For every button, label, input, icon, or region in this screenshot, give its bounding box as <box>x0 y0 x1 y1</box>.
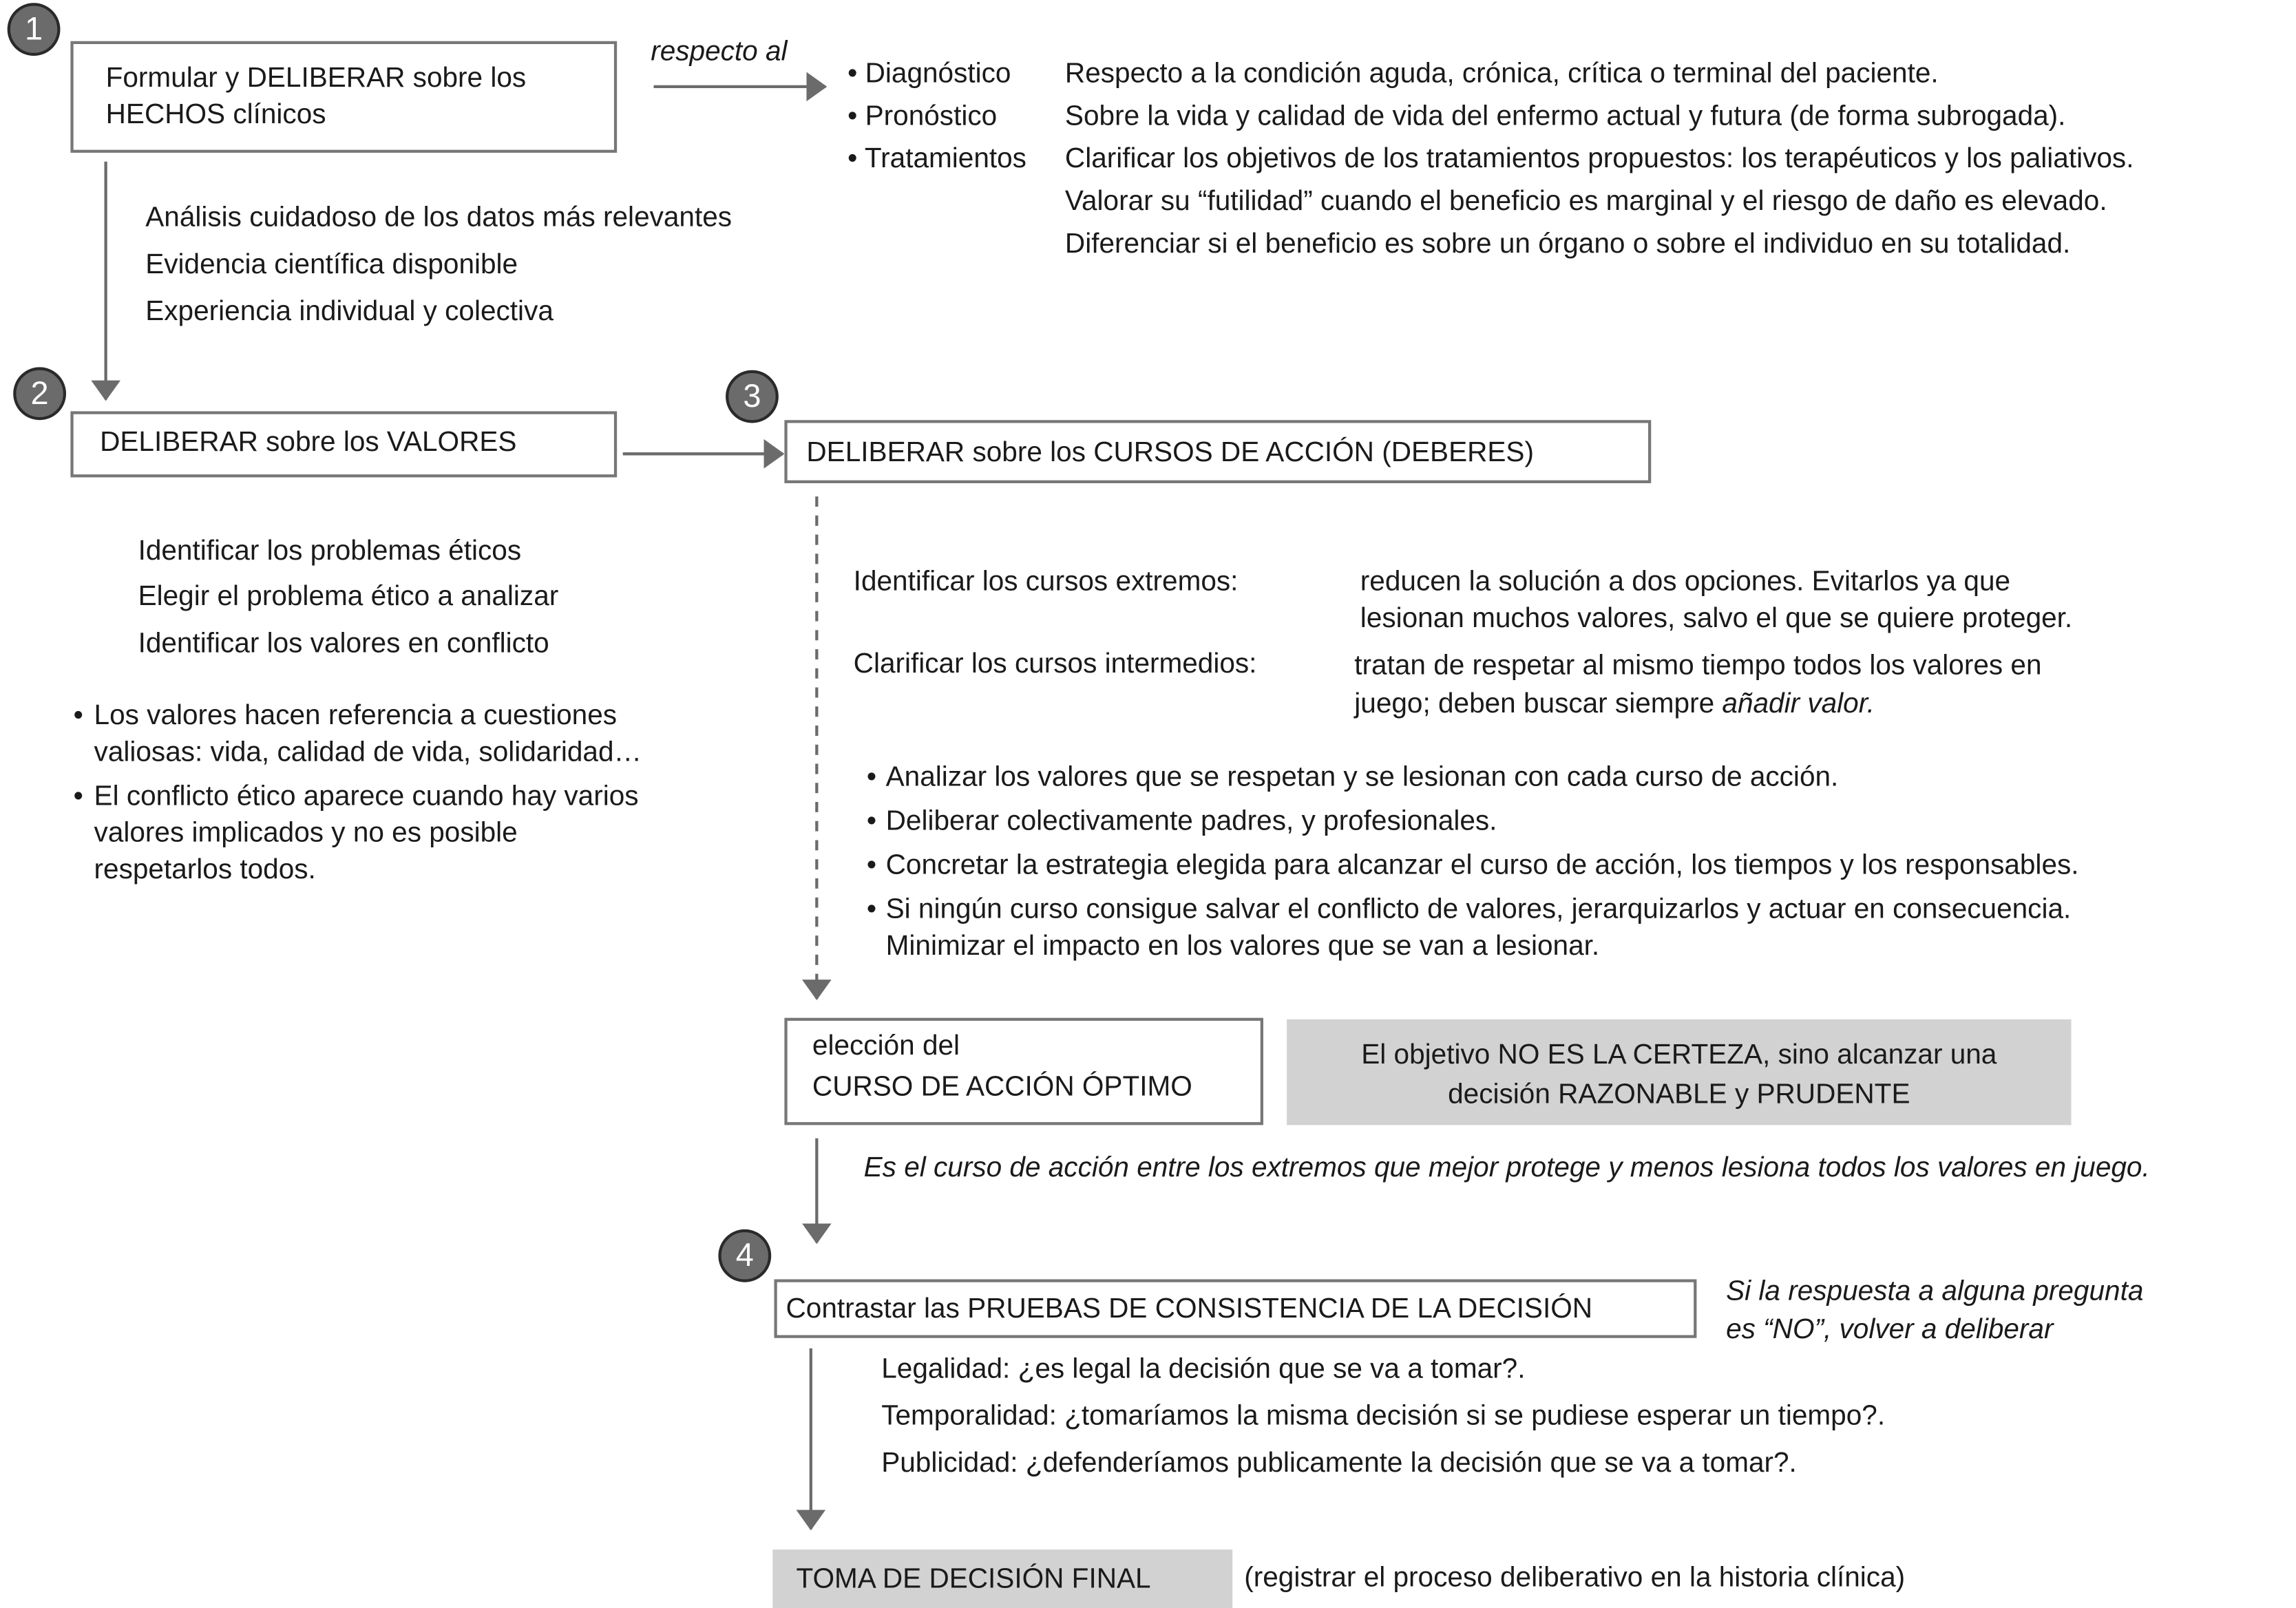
step2-title: DELIBERAR sobre los VALORES <box>100 427 517 458</box>
extremos-desc: reducen la solución a dos opciones. Evitarlos ya que <box>1360 567 2011 598</box>
step3-title: DELIBERAR sobre los CURSOS DE ACCIÓN (DEBERES) <box>806 437 1534 469</box>
step4-side-note: es “NO”, volver a deliberar <box>1726 1314 2054 1346</box>
bullet-dot: • <box>866 806 877 838</box>
final-title: TOMA DE DECISIÓN FINAL <box>796 1564 1151 1596</box>
extremos-desc: lesionan muchos valores, salvo el que se quiere proteger. <box>1360 603 2073 635</box>
step3-bullet: Si ningún curso consigue salvar el conflicto de valores, jerarquizarlos y actuar en consecuencia. <box>885 894 2072 926</box>
step1-note: Análisis cuidadoso de los datos más relevantes <box>145 202 733 234</box>
goal-l2: decisión RAZONABLE y PRUDENTE <box>1448 1079 1910 1111</box>
step3-bullet: Concretar la estrategia elegida para alcanzar el curso de acción, los tiempos y los responsables. <box>885 850 2079 882</box>
step-badge-3: 3 <box>726 370 779 423</box>
goal-box <box>1287 1019 2071 1125</box>
final-note: (registrar el proceso deliberativo en la historia clínica) <box>1244 1563 1906 1594</box>
step2-note: Elegir el problema ético a analizar <box>138 581 559 613</box>
step1-title-l2: HECHOS clínicos <box>105 100 326 131</box>
connector-label: respecto al <box>651 36 788 68</box>
step2-note: Identificar los problemas éticos <box>138 536 522 567</box>
step1-note: Experiencia individual y colectiva <box>145 297 554 328</box>
consistency-test: Legalidad: ¿es legal la decisión que se va a tomar?. <box>881 1354 1526 1386</box>
step2-note: Identificar los valores en conflicto <box>138 628 549 660</box>
step-badge-2: 2 <box>13 367 66 420</box>
intermedios-desc: tratan de respetar al mismo tiempo todos los valores en <box>1354 650 2042 682</box>
goal-l1: El objetivo NO ES LA CERTEZA, sino alcanzar una <box>1361 1039 1997 1071</box>
step2-bullet: Los valores hacen referencia a cuestiones <box>94 700 618 732</box>
intermedios-label: Clarificar los cursos intermedios: <box>853 649 1257 680</box>
bullet-dot: • <box>866 850 877 882</box>
bullet-dot: • <box>866 894 877 926</box>
choice-l1: elección del <box>812 1030 960 1062</box>
step-badge-4: 4 <box>718 1229 771 1282</box>
aspect-label: • Diagnóstico <box>847 59 1011 90</box>
step3-bullet: Analizar los valores que se respetan y se lesionan con cada curso de acción. <box>885 762 1839 794</box>
step-badge-1: 1 <box>8 3 61 56</box>
intermedios-desc: juego; deben buscar siempre añadir valor. <box>1354 688 1875 720</box>
bullet-dot: • <box>73 781 83 812</box>
aspect-desc: Respecto a la condición aguda, crónica, crítica o terminal del paciente. <box>1064 59 1939 90</box>
extremos-label: Identificar los cursos extremos: <box>853 567 1239 598</box>
aspect-desc: Valorar su “futilidad” cuando el beneficio es marginal y el riesgo de daño es elevado. <box>1064 186 2107 218</box>
consistency-test: Publicidad: ¿defenderíamos publicamente la decisión que se va a tomar?. <box>881 1448 1797 1479</box>
choice-l2: CURSO DE ACCIÓN ÓPTIMO <box>812 1072 1192 1103</box>
aspect-label: • Pronóstico <box>847 101 998 133</box>
aspect-desc: Clarificar los objetivos de los tratamientos propuestos: los terapéuticos y los paliativos. <box>1064 144 2134 175</box>
step2-bullet: respetarlos todos. <box>94 854 316 886</box>
aspect-desc: Sobre la vida y calidad de vida del enfermo actual y futura (de forma subrogada). <box>1064 101 2066 133</box>
step4-title: Contrastar las PRUEBAS DE CONSISTENCIA DE LA DECISIÓN <box>786 1293 1593 1325</box>
step4-side-note: Si la respuesta a alguna pregunta <box>1726 1276 2144 1307</box>
step2-bullet: valiosas: vida, calidad de vida, solidaridad… <box>94 737 642 768</box>
step1-note: Evidencia científica disponible <box>145 249 518 281</box>
optimal-definition: Es el curso de acción entre los extremos que mejor protege y menos lesiona todos los valores en juego. <box>863 1152 2150 1184</box>
aspect-label: • Tratamientos <box>847 144 1026 175</box>
step3-bullet: Deliberar colectivamente padres, y profesionales. <box>885 806 1497 838</box>
consistency-test: Temporalidad: ¿tomaríamos la misma decisión si se pudiese esperar un tiempo?. <box>881 1401 1886 1432</box>
bullet-dot: • <box>866 762 877 794</box>
step1-title-l1: Formular y DELIBERAR sobre los <box>105 63 527 94</box>
step3-bullet: Minimizar el impacto en los valores que se van a lesionar. <box>885 931 1600 962</box>
step2-bullet: El conflicto ético aparece cuando hay varios <box>94 781 639 812</box>
bullet-dot: • <box>73 700 83 732</box>
step2-bullet: valores implicados y no es posible <box>94 818 518 849</box>
aspect-desc: Diferenciar si el beneficio es sobre un órgano o sobre el individuo en su totalidad. <box>1064 229 2071 260</box>
